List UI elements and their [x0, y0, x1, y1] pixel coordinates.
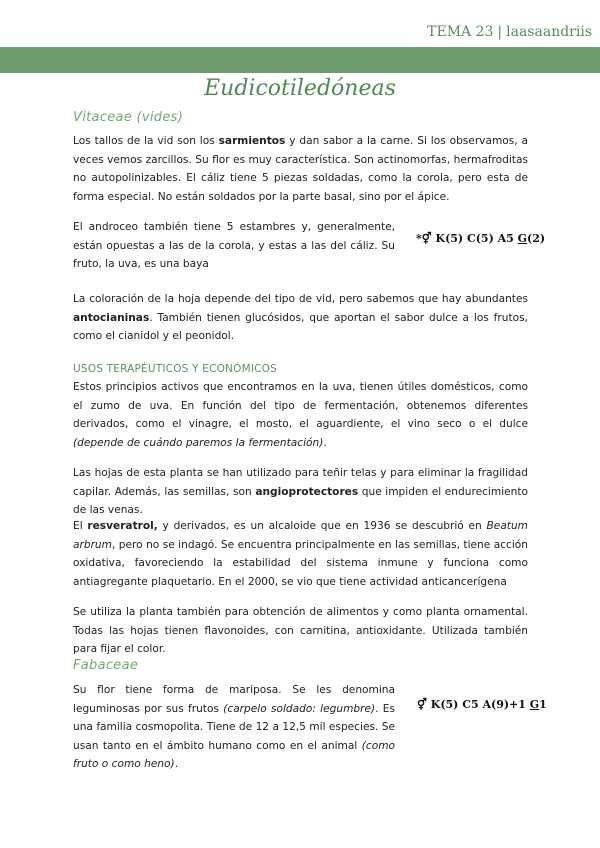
floral-formula-fabaceae	[417, 698, 547, 711]
formula-text: 1	[539, 698, 547, 711]
text-run: y dan sabor a la carne. Si los observamos, a veces vemos zarcillos. Su flor es muy característica. Son actinomorfas, hermafroditas no autopolinizables. El cáliz tiene 5 piezas soldadas, como la corola, pero esta de forma especial. No están soldados por la parte basal, sino por el ápice.	[73, 135, 528, 203]
bold-term: antocianinas	[73, 311, 150, 324]
page-title: Eudicotiledóneas	[204, 76, 396, 101]
text-run: . Es una familia cosmopolita. Tiene de 12 a 12,5 mil especies. Se usan tanto en el ámbito humano como en el animal	[73, 702, 395, 752]
italic-species: Beatum arbrum	[73, 520, 528, 551]
text-run: El	[73, 520, 88, 532]
text-run: Las hojas de esta planta se han utilizado para teñir telas y para eliminar la fragilidad capilar. Además, las semillas, son	[73, 467, 528, 498]
vitaceae-paragraph-3	[73, 290, 528, 346]
text-run: .	[174, 758, 179, 771]
formula-gynoecium: G	[529, 698, 540, 711]
text-run: que impiden el endurecimiento de las venas.	[73, 485, 529, 517]
usos-paragraph-2	[73, 464, 528, 520]
text-run: Estos principios activos que encontramos en la uva, tienen útiles domésticos, como el zumo de uva. En función del tipo de fermentación, obtenemos diferentes derivados, como el vinagre, el mosto, el aguardiente, el vino seco o el dulce	[73, 381, 528, 431]
text-run: . También tienen glucósidos, que aportan el sabor dulce a los frutos, como el cianidol y el peonidol.	[73, 311, 528, 343]
header-separator: |	[497, 24, 503, 40]
text-run: , pero no se indagó. Se encuentra principalmente en las semillas, tiene acción oxidativa, favoreciendo la estabilidad del sistema inmune y funciona como antiagregante plaquetario. En el 2000, se vio que tiene actividad anticancerígena	[73, 538, 528, 588]
author-label: laasaandriis	[506, 24, 592, 40]
page-header	[0, 0, 600, 46]
floral-formula-vitaceae	[416, 232, 545, 245]
text-run: Su flor tiene forma de mariposa. Se les denomina leguminosas por sus frutos	[73, 684, 395, 715]
italic-note: (como fruto o como heno)	[73, 739, 395, 771]
topic-label: TEMA 23	[427, 24, 494, 40]
usos-paragraph-3	[73, 517, 528, 591]
text-run: .	[323, 436, 327, 449]
vitaceae-paragraph-2: El androceo también tiene 5 estambres y, generalmente, están opuestas a las de la corola, y estas a las del cáliz. Su fruto, la uva, es una baya	[73, 221, 395, 271]
header-label	[427, 24, 592, 40]
usos-paragraph-4: Se utiliza la planta también para obtención de alimentos y como planta ornamental. Todas las hojas tienen flavonoides, con carnitina, antioxidante. Utilizada también para fijar el color.	[73, 606, 528, 656]
usos-paragraph-1	[73, 378, 528, 452]
vitaceae-paragraph-1	[73, 132, 528, 206]
italic-note: (depende de cuándo paremos la fermentación)	[73, 436, 324, 449]
text-run: y derivados, es un alcaloide que en 1936 se descubrió en	[157, 520, 487, 532]
formula-text: ⚥ K(5) C5 A(9)+1	[417, 698, 530, 711]
formula-text: (2)	[527, 232, 546, 245]
text-run: La coloración de la hoja depende del tipo de vid, pero sabemos que hay abundantes	[73, 293, 528, 305]
formula-text: *⚥ K(5) C(5) A5	[416, 232, 518, 245]
bold-term: angioprotectores	[255, 485, 359, 498]
italic-note: (carpelo soldado: legumbre)	[223, 702, 376, 715]
section-heading-fabaceae: Fabaceae	[73, 658, 139, 673]
section-heading-vitaceae: Vitaceae (vides)	[73, 110, 184, 125]
bold-term: resveratrol,	[87, 520, 158, 532]
fabaceae-paragraph-1	[73, 681, 395, 774]
text-run: Los tallos de la vid son los	[73, 135, 219, 147]
bold-term: sarmientos	[218, 135, 286, 147]
subheading-usos: USOS TERAPÉUTICOS Y ECONÓMICOS	[73, 363, 277, 375]
formula-gynoecium: G	[517, 232, 528, 245]
header-bar	[0, 47, 600, 73]
